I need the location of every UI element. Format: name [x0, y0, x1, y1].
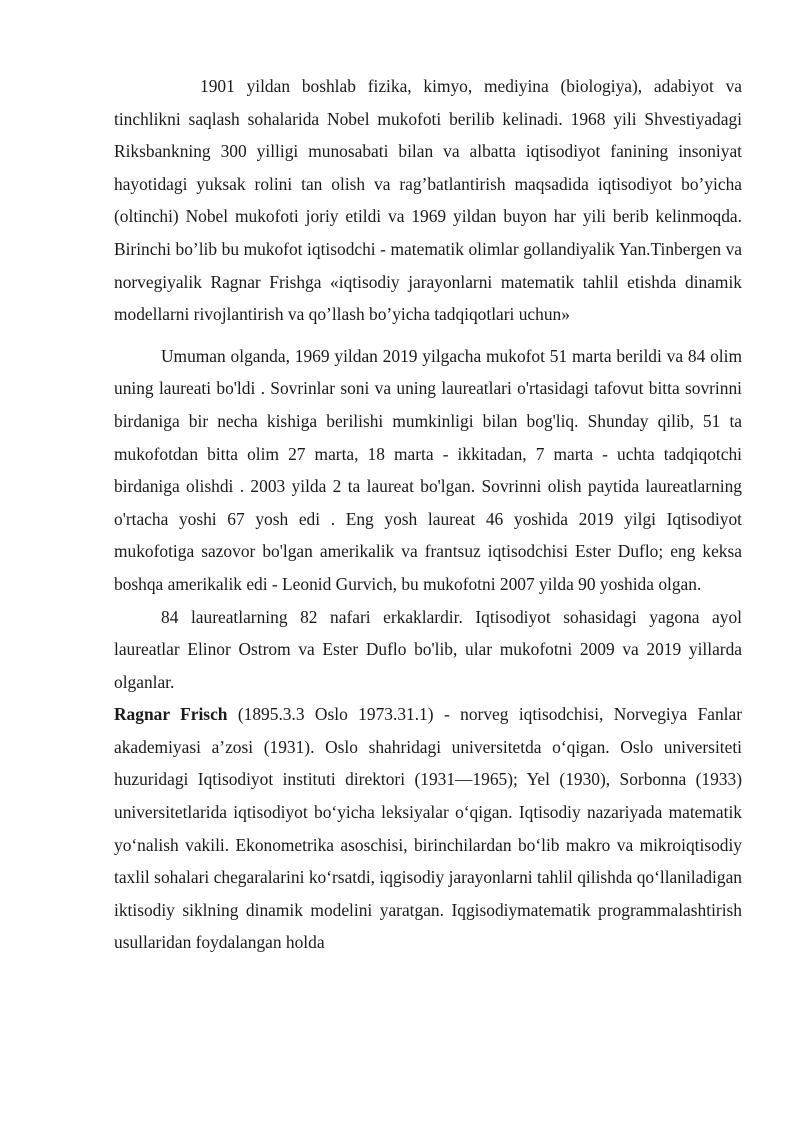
- paragraph-female-laureates: 84 laureatlarning 82 nafari erkaklardir. Iqtisodiyot sohasidagi yagona ayol laureatlar Elinor Ostrom va Ester Duflo bo'lib, ular mukofotni 2009 va 2019 yillarda olganlar.: [114, 606, 742, 692]
- paragraph-ragnar-frisch: [114, 698, 742, 959]
- paragraph-nobel-history: 1901 yildan boshlab fizika, kimyo, mediyina (biologiya), adabiyot va tinchlikni saqlash sohalarida Nobel mukofoti berilib kelinadi. 1968 yili Shvestiyadagi Riksbankning 300 yilligi munosabati bilan va albatta iqtisodiyot fanining insoniyat hayotidagi yuksak rolini tan olish va rag’batlantirish maqsadida iqtisodiyot bo’yicha (oltinchi) Nobel mukofoti joriy etildi va 1969 yildan buyon har yili berib kelinmoqda. Birinchi bo’lib bu mukofot iqtisodchi - matematik olimlar gollandiyalik Yan.Tinbergen va norvegiyalik Ragnar Frishga «iqtisodiy jarayonlarni matematik tahlil etishda dinamik modellarni rivojlantirish va qo’llash bo’yicha tadqiqotlari uchun»: [114, 76, 742, 325]
- person-name-bold: Ragnar Frisch: [114, 704, 228, 725]
- paragraph-laureate-statistics: Umuman olganda, 1969 yildan 2019 yilgacha mukofot 51 marta berildi va 84 olim uning laureati bo'ldi . Sovrinlar soni va uning laureatlari o'rtasidagi tafovut bitta sovrinni birdaniga bir necha kishiga berilishi mumkinligi bilan bog'liq. Shunday qilib, 51 ta mukofotdan bitta olim 27 marta, 18 marta - ikkitadan, 7 marta - uchta tadqiqotchi birdaniga olishdi . 2003 yilda 2 ta laureat bo'lgan. Sovrinni olish paytida laureatlarning o'rtacha yoshi 67 yosh edi . Eng yosh laureat 46 yoshida 2019 yilgi Iqtisodiyot mukofotiga sazovor bo'lgan amerikalik va frantsuz iqtisodchisi Ester Duflo; eng keksa boshqa amerikalik edi - Leonid Gurvich, bu mukofotni 2007 yilda 90 yoshida olgan.: [114, 345, 742, 594]
- document-page: [114, 70, 742, 959]
- paragraph-ragnar-frisch-text: (1895.3.3 Oslo 1973.31.1) - norveg iqtisodchisi, Norvegiya Fanlar akademiyasi a’zosi (1931). Oslo shahridagi universitetda o‘qigan. Oslo universiteti huzuridagi Iqtisodiyot instituti direktori (1931—1965); Yel (1930), Sorbonna (1933) universitetlarida iqtisodiyot bo‘yicha leksiyalar o‘qigan. Iqtisodiy nazariyada matematik yo‘nalish vakili. Ekonometrika asoschisi, birinchilardan bo‘lib makro va mikroiqtisodiy taxlil sohalari chegaralarini ko‘rsatdi, iqgisodiy jarayonlarni tahlil qilishda qo‘llaniladigan iktisodiy siklning dinamik modelini yaratgan. Iqgisodiymatematik programmalashtirish usullaridan foydalangan holda: [114, 704, 742, 953]
